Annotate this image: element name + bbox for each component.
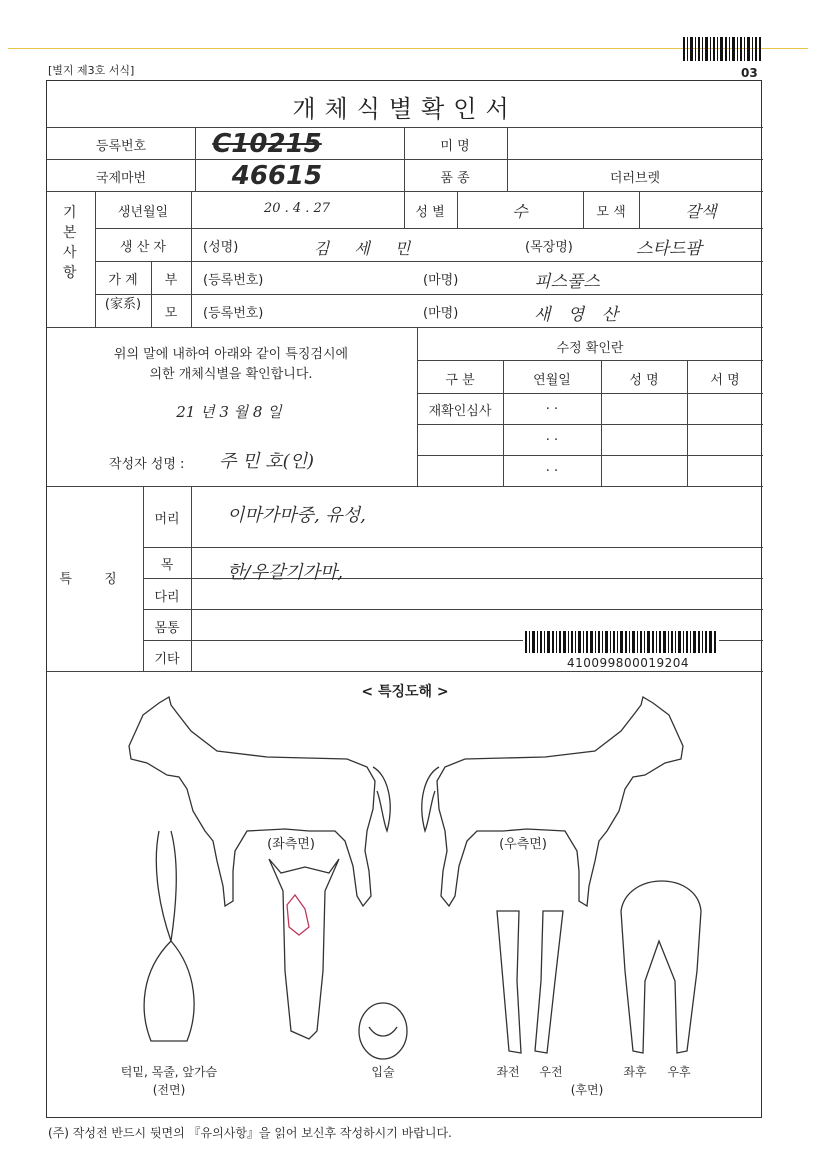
- rev-row1-label: 재확인심사: [428, 404, 492, 419]
- body-label: 몸통: [154, 621, 180, 636]
- confirm-text-1: 위의 말에 내하여 아래와 같이 특징검시에: [113, 347, 349, 362]
- writer-value: 주 민 호(인): [219, 451, 315, 472]
- page-number: 03: [741, 66, 758, 80]
- revision-title: 수정 확인란: [556, 341, 624, 356]
- horse-left-side-drawing: [129, 697, 390, 906]
- horse-front-legs-drawing: [497, 911, 563, 1053]
- form-title: 개체식별확인서: [292, 95, 518, 123]
- horse-front-chest-drawing: [144, 831, 194, 1041]
- rev-header-date: 연월일: [533, 373, 571, 388]
- head-label: 머리: [154, 512, 180, 527]
- farm-value: 스타드팜: [636, 239, 702, 259]
- left-side-label: (좌측면): [267, 837, 315, 852]
- writer-label: 작성자 성명 :: [109, 457, 185, 472]
- producer-label: 생 산 자: [120, 240, 166, 255]
- front-label: (전면): [152, 1083, 186, 1097]
- form-frame: [46, 80, 762, 1118]
- rev-row3-dot: . .: [545, 460, 559, 475]
- rev-row2-dot: . .: [545, 429, 559, 444]
- birth-label: 생년월일: [117, 205, 169, 220]
- neck-label: 목: [160, 558, 174, 573]
- intl-no-label: 국제마번: [95, 171, 147, 186]
- footer-note: (주) 작성전 반드시 뒷면의 『유의사항』을 읽어 보신후 작성하시기 바랍니다.: [48, 1126, 452, 1140]
- confirm-date: 21 년 3 월 8 일: [176, 403, 282, 421]
- dam-name-label: (마명): [423, 306, 459, 321]
- sire-label: 부: [164, 273, 178, 288]
- dam-name: 새 영 산: [533, 305, 625, 325]
- other-label: 기타: [154, 652, 180, 667]
- birth-value: 20 . 4 . 27: [263, 201, 331, 216]
- intl-no-value: 46615: [231, 161, 323, 191]
- rev-row1-dot: . .: [545, 398, 559, 413]
- sex-value: 수: [512, 202, 528, 221]
- dam-label: 모: [164, 306, 178, 321]
- sex-label: 성 별: [415, 205, 445, 220]
- horse-right-side-drawing: [422, 697, 683, 906]
- basic-section-label: 기본사항: [63, 205, 77, 281]
- farm-label: (목장명): [525, 240, 573, 255]
- head-value: 이마가마중, 유성,: [227, 505, 366, 526]
- form-code: [별지 제3호 서식]: [48, 64, 135, 77]
- neck-value: 한/우갈기가마,: [227, 562, 344, 583]
- reg-no-value: C10215: [212, 129, 322, 159]
- breed-value: 더러브렛: [609, 171, 661, 186]
- sire-reg-label: (등록번호): [203, 273, 264, 288]
- lineage-sub: (家系): [104, 297, 142, 312]
- front-caption: 턱밑, 목줄, 앞가슴: [120, 1065, 218, 1079]
- right-side-label: (우측면): [499, 837, 547, 852]
- producer-name: 김 세 민: [313, 239, 421, 258]
- confirm-text-2: 의한 개체식별을 확인합니다.: [149, 367, 313, 382]
- horse-rear-drawing: [621, 881, 701, 1053]
- top-barcode: [683, 37, 761, 61]
- producer-name-label: (성명): [203, 240, 239, 255]
- rev-header-sign: 서 명: [710, 373, 740, 388]
- horse-head-front-drawing: [269, 859, 339, 1039]
- reg-no-label: 등록번호: [95, 139, 147, 154]
- rev-header-type: 구 분: [445, 373, 475, 388]
- rear-label: (후면): [570, 1083, 604, 1097]
- front-right-label: 우전: [539, 1065, 563, 1079]
- front-left-label: 좌전: [496, 1065, 520, 1079]
- name-label: 미 명: [440, 139, 470, 154]
- color-value: 갈색: [685, 202, 717, 221]
- horse-lips-drawing: [359, 1003, 407, 1059]
- rev-header-name: 성 명: [629, 373, 659, 388]
- sire-name: 피스풀스: [534, 272, 600, 292]
- lips-caption: 입술: [371, 1065, 395, 1079]
- dam-reg-label: (등록번호): [203, 306, 264, 321]
- breed-label: 품 종: [440, 171, 470, 186]
- sire-name-label: (마명): [423, 273, 459, 288]
- rear-left-label: 좌후: [623, 1065, 647, 1079]
- legs-label: 다리: [154, 590, 180, 605]
- horse-diagram: [47, 691, 763, 1119]
- lineage-label: 가 계: [108, 273, 138, 288]
- diagram-title: < 특징도해 >: [361, 684, 449, 700]
- features-section-label: 특 징: [59, 572, 131, 587]
- rear-right-label: 우후: [667, 1065, 691, 1079]
- color-label: 모 색: [596, 205, 626, 220]
- barcode-number: 410099800019204: [567, 656, 690, 670]
